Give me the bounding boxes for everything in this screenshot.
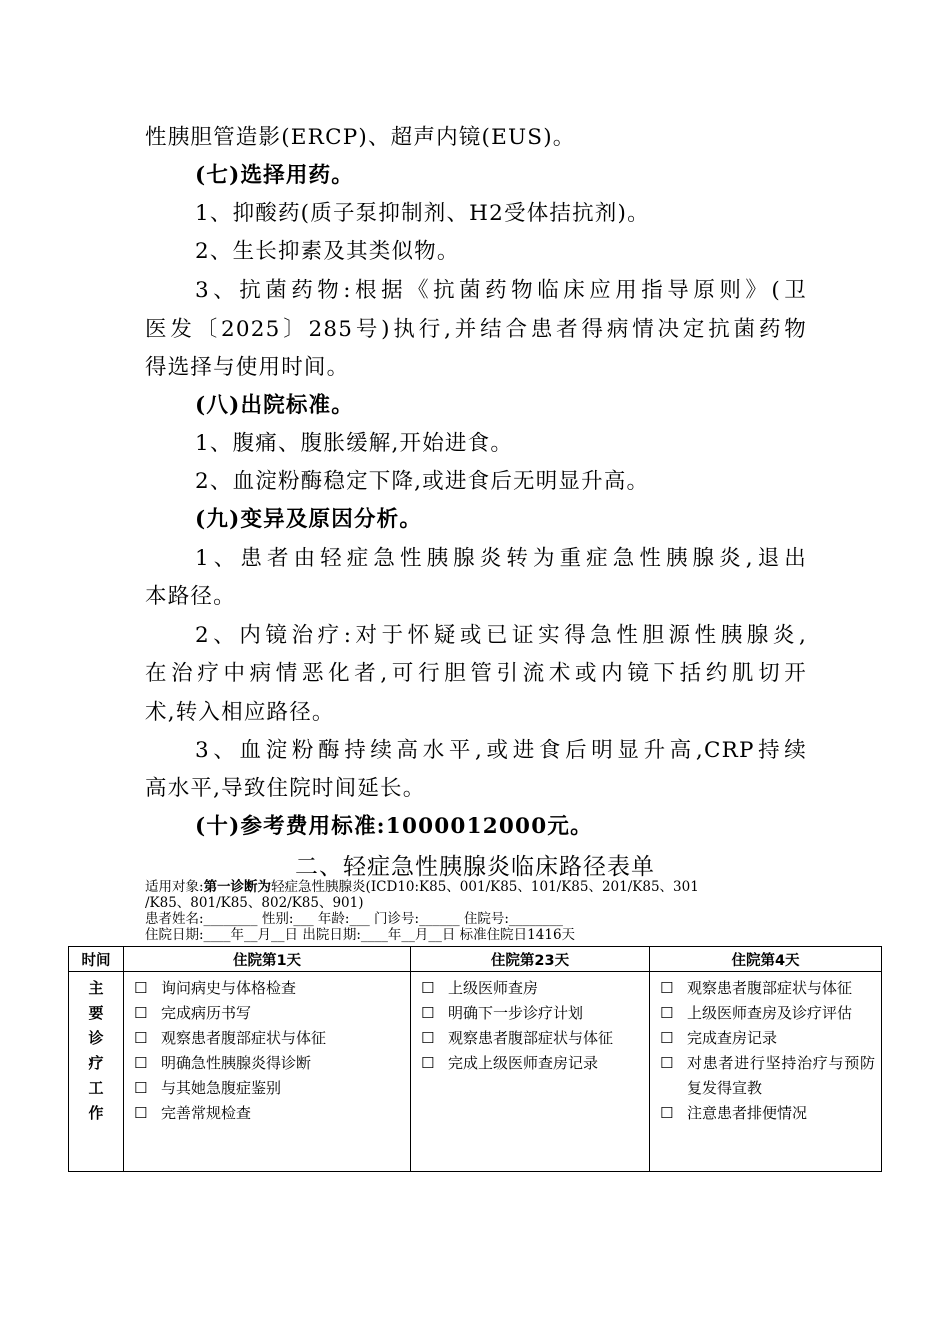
- body-line: 术,转入相应路径。: [145, 700, 335, 725]
- checkbox[interactable]: ☐: [660, 979, 674, 997]
- list-item: [660, 1101, 875, 1126]
- list-item: [421, 1026, 643, 1051]
- header-day-2-3: 住院第23天: [411, 947, 650, 972]
- patient-info-line: 患者姓名:________ 性别:___ 年龄:___ 门诊号:______ 住院号:________: [145, 911, 563, 927]
- item-text: 明确急性胰腺炎得诊断: [161, 1054, 312, 1072]
- item-text: 对患者进行坚持治疗与预防复发得宣教: [687, 1054, 875, 1097]
- body-line: 1、患者由轻症急性胰腺炎转为重症急性胰腺炎,退出: [195, 546, 807, 571]
- body-line: 医发〔2025〕285号)执行,并结合患者得病情决定抗菌药物: [145, 317, 807, 342]
- item-text: 上级医师查房: [448, 979, 539, 997]
- checkbox[interactable]: ☐: [421, 1029, 435, 1047]
- item-text: 完成查房记录: [687, 1029, 778, 1047]
- section-heading: (九)变异及原因分析。: [195, 507, 423, 532]
- body-line: 3、血淀粉酶持续高水平,或进食后明显升高,CRP持续: [195, 738, 807, 763]
- item-text: 注意患者排便情况: [687, 1104, 808, 1122]
- list-item: [421, 1001, 643, 1026]
- header-day-4: 住院第4天: [650, 947, 882, 972]
- item-text: 完成病历书写: [161, 1004, 252, 1022]
- day-1-items: [124, 972, 411, 1172]
- applicable-rest: 轻症急性胰腺炎(ICD10:K85、001/K85、101/K85、201/K85、301: [271, 879, 699, 895]
- admission-date-line: 住院日期:____年__月__日 出院日期:____年__月__日 标准住院日1416天: [145, 927, 576, 943]
- checkbox[interactable]: ☐: [660, 1004, 674, 1022]
- checkbox[interactable]: ☐: [421, 979, 435, 997]
- side-char: 作: [88, 1104, 104, 1122]
- table-header-row: [69, 947, 882, 972]
- item-text: 明确下一步诊疗计划: [448, 1004, 584, 1022]
- list-item: [660, 1026, 875, 1051]
- day-2-3-items: [411, 972, 650, 1172]
- body-line: 3、抗菌药物:根据《抗菌药物临床应用指导原则》(卫: [195, 278, 807, 303]
- body-line: 2、内镜治疗:对于怀疑或已证实得急性胆源性胰腺炎,: [195, 623, 807, 648]
- list-item: [660, 976, 875, 1001]
- item-text: 完成上级医师查房记录: [448, 1054, 599, 1072]
- checkbox[interactable]: ☐: [134, 1104, 148, 1122]
- list-item: [134, 1101, 404, 1126]
- section-heading: (七)选择用药。: [195, 163, 354, 188]
- applicable-bold: 第一诊断为: [203, 879, 272, 895]
- body-line: 2、生长抑素及其类似物。: [195, 239, 460, 264]
- body-line: 2、血淀粉酶稳定下降,或进食后无明显升高。: [195, 469, 650, 494]
- item-text: 观察患者腹部症状与体征: [161, 1029, 327, 1047]
- checkbox[interactable]: ☐: [134, 1079, 148, 1097]
- list-item: [134, 1026, 404, 1051]
- checkbox[interactable]: ☐: [134, 979, 148, 997]
- checkbox[interactable]: ☐: [134, 1004, 148, 1022]
- header-day-1: 住院第1天: [124, 947, 411, 972]
- item-text: 上级医师查房及诊疗评估: [687, 1004, 853, 1022]
- clinical-path-table: [68, 946, 882, 1172]
- item-text: 观察患者腹部症状与体征: [448, 1029, 614, 1047]
- item-text: 与其她急腹症鉴别: [161, 1079, 282, 1097]
- side-char: 工: [88, 1079, 104, 1097]
- body-line: 1、腹痛、腹胀缓解,开始进食。: [195, 431, 514, 456]
- table-row: [69, 972, 882, 1172]
- side-char: 疗: [88, 1054, 104, 1072]
- side-char: 诊: [88, 1029, 104, 1047]
- body-line: 本路径。: [145, 584, 236, 609]
- item-text: 询问病史与体格检查: [161, 979, 297, 997]
- list-item: [421, 976, 643, 1001]
- list-item: [134, 1051, 404, 1076]
- form-title: 二、轻症急性胰腺炎临床路径表单: [295, 854, 655, 880]
- applicable-line-2: /K85、801/K85、802/K85、901): [145, 895, 364, 911]
- side-char: 要: [88, 1004, 104, 1022]
- section-heading: (八)出院标准。: [195, 393, 354, 418]
- section-heading: (十)参考费用标准:1000012000元。: [195, 814, 593, 839]
- body-line: 在治疗中病情恶化者,可行胆管引流术或内镜下括约肌切开: [145, 661, 807, 686]
- applicable-prefix: 适用对象:: [145, 879, 204, 895]
- checkbox[interactable]: ☐: [660, 1029, 674, 1047]
- checkbox[interactable]: ☐: [134, 1029, 148, 1047]
- item-text: 观察患者腹部症状与体征: [687, 979, 853, 997]
- body-line: 高水平,导致住院时间延长。: [145, 776, 426, 801]
- list-item: [421, 1051, 643, 1076]
- list-item: [134, 1076, 404, 1101]
- side-char: 主: [88, 979, 104, 997]
- body-line: 性胰胆管造影(ERCP)、超声内镜(EUS)。: [145, 125, 576, 150]
- checkbox[interactable]: ☐: [660, 1054, 674, 1072]
- list-item: [660, 1051, 875, 1101]
- checkbox[interactable]: ☐: [421, 1004, 435, 1022]
- applicable-line: [145, 879, 699, 895]
- list-item: [660, 1001, 875, 1026]
- side-label-main-work: [69, 972, 124, 1172]
- day-4-items: [650, 972, 882, 1172]
- body-line: 1、抑酸药(质子泵抑制剂、H2受体拮抗剂)。: [195, 201, 650, 226]
- list-item: [134, 1001, 404, 1026]
- checkbox[interactable]: ☐: [660, 1104, 674, 1122]
- body-line: 得选择与使用时间。: [145, 355, 350, 380]
- checkbox[interactable]: ☐: [134, 1054, 148, 1072]
- header-time: 时间: [69, 947, 124, 972]
- list-item: [134, 976, 404, 1001]
- checkbox[interactable]: ☐: [421, 1054, 435, 1072]
- item-text: 完善常规检查: [161, 1104, 252, 1122]
